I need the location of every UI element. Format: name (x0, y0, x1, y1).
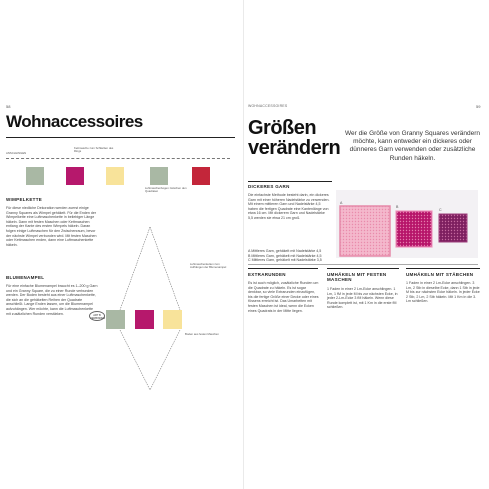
section-text-yarn: Die einfachste Methode besteht darin, ein dickeres Garn mit einer höheren Nadelstärke zu verwenden. Mit einem mittleren Garn und Nadelstärke 4,5 haben die fertigen Quadrate eine Kantenlänge von etwa 16 cm. Mit dickerem Garn und Nadelstärke 5,5 werden sie etwa 21 cm groß. (248, 193, 330, 220)
photo-label: A (340, 201, 343, 205)
garland-square (192, 167, 210, 185)
garland-note: Luftmaschenbogen zwischen den Quadraten (145, 186, 187, 194)
page-title (248, 117, 341, 159)
garland-square (150, 167, 168, 185)
garland-string (6, 158, 230, 160)
page-number: 58 (6, 104, 11, 109)
columns-rule (248, 264, 478, 265)
yarn-list-item: A Mittleres Garn, gehäkelt mit Nadelstärke 4,5 (248, 249, 322, 253)
left-page (0, 0, 244, 489)
hanger-bottom-note: Boden aus festen Maschen (185, 332, 219, 336)
join-bubble: ART B VERBINDEN (89, 311, 105, 321)
column-title-extra: EXTRARUNDEN (248, 272, 286, 277)
garland-ring-note: Kettmasche zum Schließen des Rings (74, 146, 114, 154)
column-text-dc: 1 Faden in einer 2 Lm-Ecke anschlingen. 3 Lm, 2 Stb in dieselbe Ecke, dann 1 Stb in jede M bis zur nächsten Ecke häkeln. In jeder Ecke 2 Stb, 2 Lm, 2 Stb häkeln. Mit 1 Km in die 3. Lm schließen. (406, 281, 480, 304)
page-number: 59 (476, 104, 481, 109)
section-title-hanger: BLUMENAMPEL (6, 275, 45, 280)
photo-label: C (439, 208, 442, 212)
running-head: WOHNACCESSOIRES (248, 104, 288, 108)
hanger-square (163, 310, 182, 329)
garland-label: ANSCHLINGEN (6, 151, 27, 155)
garland-square (66, 167, 84, 185)
section-title-yarn: DICKERES GARN (248, 184, 290, 189)
column-title-sc: UMHÄKELN MIT FESTEN MASCHEN (327, 272, 387, 282)
column-rule (406, 268, 480, 269)
yarn-list-item: C Mittleres Garn, gehäkelt mit Nadelstärke 3,5 (248, 258, 322, 263)
column-title-dc: UMHÄKELN MIT STÄBCHEN (406, 272, 474, 277)
photo-label: B (396, 205, 399, 209)
title-line: verändern (248, 137, 341, 159)
hanger-square (135, 310, 154, 329)
title-rule (6, 137, 235, 138)
garland-square (26, 167, 44, 185)
column-rule (248, 268, 318, 269)
column-rule (327, 268, 399, 269)
section-text-hanger: Für eine einfache Blumenampel braucht es 1–200 g Garn und ein Granny Square, die zu einer Runde verbunden werden. Der Boden besteht aus einer Luftmaschenkette, die sich an die gehäkelten Reihen der Quadrate anschließt. Lange Enden lassen, um die Blumenampel aufzuhängen. Wer möchte, kann die Luftmaschenkette mit zusätzlichen Runden verstärken. (6, 284, 98, 316)
page-title: Wohnaccessoires (6, 112, 143, 131)
title-line: Größen (248, 117, 317, 139)
column-text-extra: Es ist auch möglich, zusätzliche Runden um die Quadrate zu häkeln. Es ist sogar denkbar, so viele Extrarunden einzufügen, bis die fertige Größe einer Decke oder eines Kissens erreicht ist. Das Umarbeiten mit festen Maschen ist ideal, wenn die Ecken eines Quadrats in der Mitte liegen. (248, 281, 319, 313)
yarn-list (248, 249, 330, 263)
section-title-garland: WIMPELKETTE (6, 197, 43, 202)
yarn-list-item: B Mittleres Garn, gehäkelt mit Nadelstärke 4,5 (248, 253, 322, 258)
section-text-garland: Für diese niedliche Dekoration werden zuerst einige Granny Squares als Wimpel gehäkelt. Für die Enden der Wimpelkette eine Luftmaschenkette in beliebiger Länge häkeln. Dann mit festen Maschen oder Kettmaschen entlang der Kante des ersten Wimpels häkeln. Daran folgen einige Luftmaschen für den Zwischenraum, bevor der nächste Wimpel verbunden wird. Mit festen Maschen oder Kettmaschen enden, dann eine Luftmaschenkette häkeln. (6, 206, 97, 247)
column-text-sc: 1 Faden in einer 2 Lm-Ecke anschlingen. 1 Lm, 1 fM in jede M bis zur nächsten Ecke, in jeder 2-Lm-Ecke 3 fM häkeln. Wenn diese Runde komplett ist, mit 1 Km in die erste fM schließen. (327, 287, 398, 310)
garland-square (106, 167, 124, 185)
squares-photo (336, 190, 478, 258)
intro-text: Wer die Größe von Granny Squares verändern möchte, kann entweder ein dickeres oder dünneres Garn verwenden oder zusätzliche Runden häkeln. (345, 130, 481, 162)
hanger-square (106, 310, 125, 329)
hanger-note: Luftmaschenketten zum Aufhängen der Blumenampel (190, 262, 227, 270)
section-rule (248, 181, 332, 182)
